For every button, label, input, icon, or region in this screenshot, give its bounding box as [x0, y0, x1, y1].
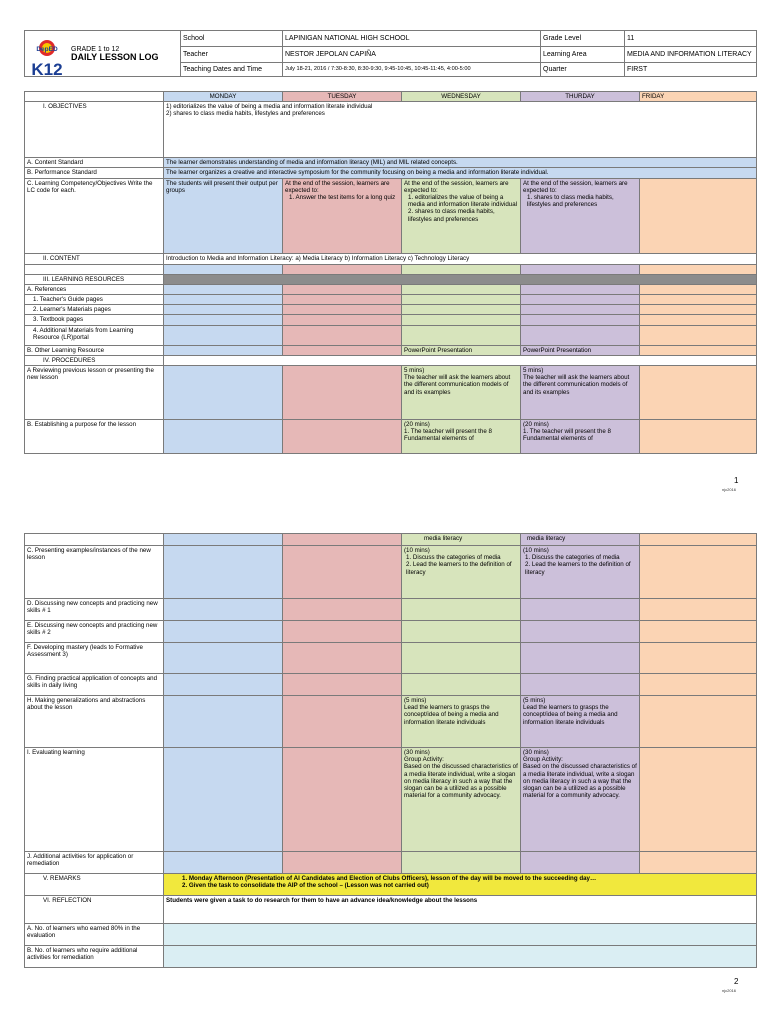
continuation-thursday: media literacy	[521, 534, 640, 546]
svg-text:K12: K12	[31, 60, 63, 79]
review-thursday: 5 mins) The teacher will ask the learners about the different communication models of and its examples	[521, 366, 640, 420]
page-footer: njc2016	[722, 487, 737, 492]
teachers-guide-label: 1. Teacher's Guide pages	[25, 295, 164, 305]
day-header-thursday: THURDAY	[521, 92, 640, 102]
purpose-label: B. Establishing a purpose for the lesson	[25, 420, 164, 454]
generalizations-wednesday: (5 mins) Lead the learners to grasps the concept/idea of being a media and information literate individuals	[402, 696, 521, 748]
competency-thursday: At the end of the session, learners are expected to: 1. shares to class media habits, lifestyles and preferences	[521, 178, 640, 253]
grade-level-value: 11	[625, 31, 757, 47]
teacher-value: NESTOR JEPOLAN CAPIÑA	[283, 47, 541, 63]
competency-monday: The students will present their output per groups	[164, 178, 283, 253]
references-label: A. References	[25, 284, 164, 294]
additional-materials-label: 4. Additional Materials from Learning Resource (LR)portal	[25, 325, 164, 345]
developing-mastery-label: F. Developing mastery (leads to Formative Assessment 3)	[25, 643, 164, 674]
objective-item: 1) editorializes the value of being a media and information literate individual	[166, 103, 373, 111]
remediation-label: B. No. of learners who require additional activities for remediation	[25, 946, 164, 968]
svg-text:DepED: DepED	[36, 46, 58, 53]
presenting-examples-wednesday: (10 mins) 1. Discuss the categories of media 2. Lead the learners to the definition of literacy	[402, 546, 521, 599]
dates-label: Teaching Dates and Time	[181, 63, 283, 77]
content-standard-value: The learner demonstrates understanding of media and information literacy (MIL) and MIL related concepts.	[164, 158, 757, 168]
purpose-thursday: (20 mins) 1. The teacher will present the 8 Fundamental elements of	[521, 420, 640, 454]
content-standard-label: A. Content Standard	[25, 158, 164, 168]
header-title-cell	[25, 31, 181, 77]
purpose-wednesday: (20 mins) 1. The teacher will present the 8 Fundamental elements of	[402, 420, 521, 454]
learners-materials-label: 2. Learner's Materials pages	[25, 305, 164, 315]
reflection-label: VI. REFLECTION	[25, 896, 164, 924]
objectives-list	[164, 102, 757, 158]
learning-area-value: MEDIA AND INFORMATION LITERACY	[625, 47, 757, 63]
objectives-label: I. OBJECTIVES	[25, 102, 164, 158]
learning-area-label: Learning Area	[541, 47, 625, 63]
competency-label: C. Learning Competency/Objectives Write the LC code for each.	[25, 178, 164, 253]
school-value: LAPINIGAN NATIONAL HIGH SCHOOL	[283, 31, 541, 47]
school-label: School	[181, 31, 283, 47]
performance-standard-label: B. Performance Standard	[25, 168, 164, 178]
remarks-label: V. REMARKS	[25, 874, 164, 896]
day-header-monday: MONDAY	[164, 92, 283, 102]
procedures-label: IV. PROCEDURES	[25, 355, 164, 365]
presenting-examples-label: C. Presenting examples/instances of the new lesson	[25, 546, 164, 599]
other-resource-label: B. Other Learning Resource	[25, 345, 164, 355]
page-number: 2	[734, 977, 739, 986]
quarter-label: Quarter	[541, 63, 625, 77]
day-header-wednesday: WEDNESDAY	[402, 92, 521, 102]
day-header-tuesday: TUESDAY	[283, 92, 402, 102]
content-value: Introduction to Media and Information Literacy: a) Media Literacy b) Information Literacy c) Technology Literacy	[164, 253, 757, 264]
dates-value: July 18-21, 2016 / 7:30-8:30, 8:30-9:30, 9:45-10:45, 10:45-11:45, 4:00-5:00	[283, 63, 541, 77]
review-label: A Reviewing previous lesson or presenting the new lesson	[25, 366, 164, 420]
evaluating-wednesday: (30 mins) Group Activity: Based on the discussed characteristics of a media literate individual, write a slogan on media literacy in such a way that the slogan can be a utilized as a possible material for a community advocacy.	[402, 748, 521, 852]
earned-80-label: A. No. of learners who earned 80% in the evaluation	[25, 924, 164, 946]
lesson-table-page-2	[24, 533, 757, 968]
learning-resources-label: III. LEARNING RESOURCES	[25, 274, 164, 284]
generalizations-thursday: (5 mins) Lead the learners to grasps the concept/idea of being a media and information literate individuals	[521, 696, 640, 748]
earned-80-value	[164, 924, 757, 946]
content-label: II. CONTENT	[25, 253, 164, 264]
objective-item: 2) shares to class media habits, lifestyles and preferences	[166, 110, 325, 118]
other-resource-thursday: PowerPoint Presentation	[521, 345, 640, 355]
lesson-table-page-1	[24, 91, 757, 454]
presenting-examples-thursday: (10 mins) 1. Discuss the categories of media 2. Lead the learners to the definition of literacy	[521, 546, 640, 599]
teacher-label: Teacher	[181, 47, 283, 63]
generalizations-label: H. Making generalizations and abstractions about the lesson	[25, 696, 164, 748]
document-title: DAILY LESSON LOG	[71, 52, 159, 62]
quarter-value: FIRST	[625, 63, 757, 77]
remarks-value: 1. Monday Afternoon (Presentation of AI Candidates and Election of Clubs Officers), lesson of the day will be moved to the succeeding day… 2. Given the task to consolidate the AIP of the school – (Lesson was not carried out)	[164, 874, 757, 896]
discussing-2-label: E. Discussing new concepts and practicing new skills # 2	[25, 621, 164, 643]
header-table	[24, 30, 757, 77]
discussing-1-label: D. Discussing new concepts and practicing new skills # 1	[25, 599, 164, 621]
competency-tuesday: At the end of the session, learners are expected to: 1. Answer the test items for a long quiz	[283, 178, 402, 253]
page-footer: njc2016	[722, 988, 737, 993]
page-number: 1	[734, 476, 739, 485]
other-resource-wednesday: PowerPoint Presentation	[402, 345, 521, 355]
remediation-value	[164, 946, 757, 968]
grade-range: GRADE 1 to 12	[71, 45, 120, 53]
grade-level-label: Grade Level	[541, 31, 625, 47]
textbook-label: 3. Textbook pages	[25, 315, 164, 325]
review-wednesday: 5 mins) The teacher will ask the learners about the different communication models of and its examples	[402, 366, 521, 420]
evaluating-thursday: (30 mins) Group Activity: Based on the discussed characteristics of a media literate individual, write a slogan on media literacy in such a way that the slogan can be a utilized as a possible material for a community advocacy.	[521, 748, 640, 852]
day-header-friday: FRIDAY	[640, 92, 757, 102]
practical-application-label: G. Finding practical application of concepts and skills in daily living	[25, 674, 164, 696]
performance-standard-value: The learner organizes a creative and interactive symposium for the community focusing on being a media and information literate individual.	[164, 168, 757, 178]
continuation-wednesday: media literacy	[402, 534, 521, 546]
additional-activities-label: J. Additional activities for application or remediation	[25, 852, 164, 874]
evaluating-label: I. Evaluating learning	[25, 748, 164, 852]
competency-wednesday: At the end of the session, learners are expected to: 1. editorializes the value of being a media and information literate individual 2. shares to class media habits, lifestyles and preferences	[402, 178, 521, 253]
reflection-value: Students were given a task to do research for them to have an advance idea/knowledge about the lessons	[164, 896, 757, 924]
